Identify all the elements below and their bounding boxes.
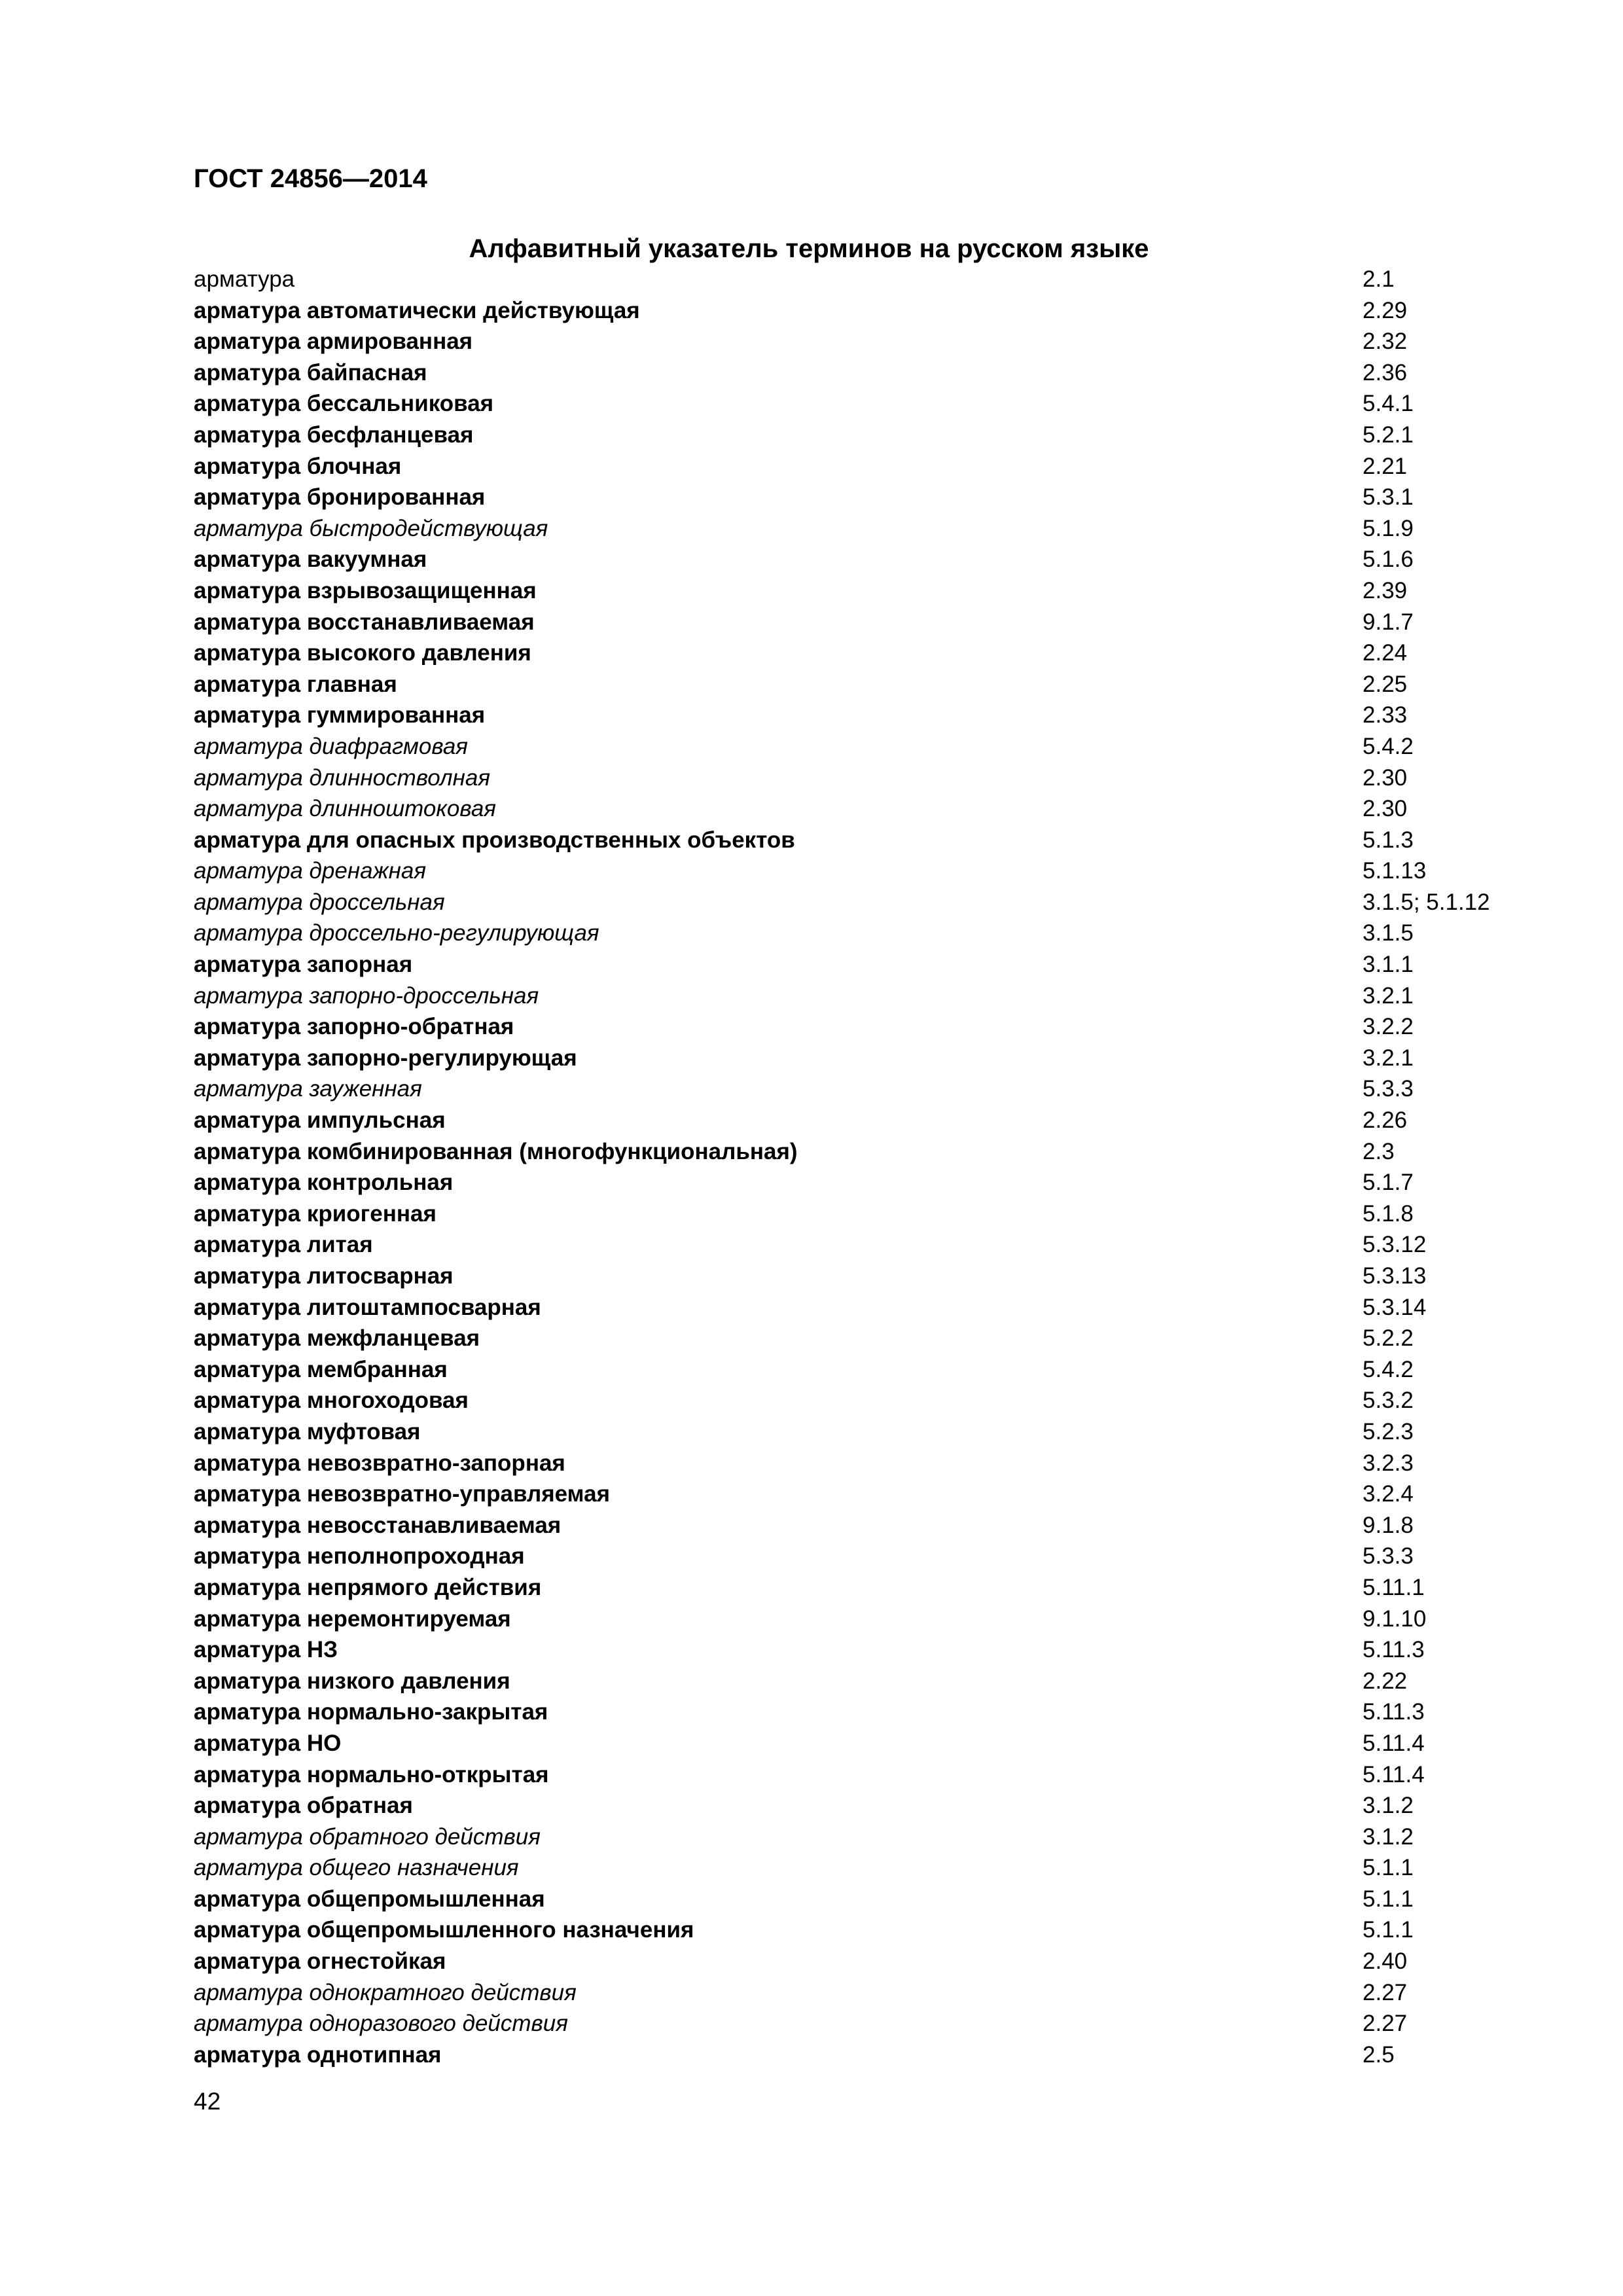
term-index-entry — [194, 1043, 1503, 1074]
term-text: арматура главная — [194, 671, 397, 697]
term-reference: 3.2.1 — [1363, 1045, 1414, 1071]
term-text: арматура восстанавливаемая — [194, 609, 535, 635]
term-index-entry — [194, 451, 1503, 482]
term-index-entry — [194, 1821, 1503, 1853]
term-index-entry — [194, 1105, 1503, 1136]
term-reference: 2.25 — [1363, 671, 1408, 697]
term-index-entry — [194, 1572, 1503, 1604]
term-text: арматура импульсная — [194, 1107, 446, 1134]
term-text: арматура байпасная — [194, 359, 427, 386]
term-index-entry — [194, 980, 1503, 1012]
term-index-entry — [194, 1011, 1503, 1043]
term-index-entry — [194, 482, 1503, 513]
term-reference: 5.4.1 — [1363, 391, 1414, 417]
term-text: арматура зауженная — [194, 1076, 422, 1102]
term-text: арматура быстродействующая — [194, 515, 548, 541]
term-reference: 2.24 — [1363, 640, 1408, 666]
term-text: арматура длинноштоковая — [194, 796, 497, 822]
term-index-entry — [194, 295, 1503, 327]
term-text: арматура общепромышленного назначения — [194, 1917, 694, 1943]
term-text: арматура комбинированная (многофункциональная) — [194, 1138, 798, 1164]
term-index-entry — [194, 2008, 1503, 2039]
term-text: арматура бронированная — [194, 484, 486, 511]
term-reference: 9.1.8 — [1363, 1512, 1414, 1538]
term-reference: 5.2.1 — [1363, 422, 1414, 448]
term-text: арматура литая — [194, 1232, 373, 1258]
term-text: арматура невозвратно-управляемая — [194, 1481, 610, 1507]
term-text: арматура многоходовая — [194, 1388, 469, 1414]
document-id: ГОСТ 24856—2014 — [194, 164, 427, 193]
term-reference: 5.3.3 — [1363, 1543, 1414, 1570]
term-index-entry — [194, 420, 1503, 451]
term-index-entry — [194, 575, 1503, 607]
term-text: арматура одноразового действия — [194, 2011, 568, 2037]
term-index-entry — [194, 1790, 1503, 1821]
term-text: арматура общего назначения — [194, 1855, 519, 1881]
term-index-entry — [194, 1354, 1503, 1386]
term-reference: 5.1.1 — [1363, 1886, 1414, 1912]
term-index-entry — [194, 2039, 1503, 2071]
term-reference: 2.22 — [1363, 1668, 1408, 1694]
term-index-entry — [194, 825, 1503, 856]
term-reference: 5.3.13 — [1363, 1263, 1427, 1289]
term-index-entry — [194, 1852, 1503, 1884]
term-text: арматура гуммированная — [194, 702, 486, 728]
term-reference: 5.2.2 — [1363, 1325, 1414, 1352]
term-index-entry — [194, 1510, 1503, 1541]
term-reference: 2.29 — [1363, 297, 1408, 323]
term-index-entry — [194, 855, 1503, 887]
term-index-entry — [194, 1229, 1503, 1261]
term-reference: 5.3.14 — [1363, 1294, 1427, 1320]
term-reference: 2.3 — [1363, 1138, 1395, 1164]
term-text: арматура запорно-регулирующая — [194, 1045, 577, 1071]
term-index-entry — [194, 264, 1503, 295]
term-reference: 2.30 — [1363, 796, 1408, 822]
term-reference: 2.26 — [1363, 1107, 1408, 1134]
term-index-entry — [194, 1728, 1503, 1759]
term-index-entry — [194, 544, 1503, 575]
term-reference: 5.3.3 — [1363, 1076, 1414, 1102]
term-index-entry — [194, 1914, 1503, 1946]
term-reference: 5.3.1 — [1363, 484, 1414, 511]
term-text: арматура однократного действия — [194, 1979, 577, 2005]
term-text: арматура автоматически действующая — [194, 297, 640, 323]
term-reference: 3.1.1 — [1363, 952, 1414, 978]
term-index-entry — [194, 1416, 1503, 1448]
term-reference: 5.3.2 — [1363, 1388, 1414, 1414]
term-text: арматура запорно-обратная — [194, 1014, 514, 1040]
term-reference: 5.11.4 — [1363, 1761, 1425, 1787]
term-index-entry — [194, 1073, 1503, 1105]
term-text: арматура обратная — [194, 1793, 413, 1819]
term-index-entry — [194, 513, 1503, 545]
term-index-entry — [194, 1323, 1503, 1354]
term-text: арматура огнестойкая — [194, 1948, 446, 1975]
term-text: арматура вакуумная — [194, 547, 427, 573]
term-reference: 2.5 — [1363, 2041, 1395, 2068]
page-number: 42 — [194, 2088, 221, 2115]
term-reference: 5.1.3 — [1363, 827, 1414, 853]
term-reference: 3.1.5 — [1363, 920, 1414, 946]
term-reference: 2.27 — [1363, 2011, 1408, 2037]
term-text: арматура взрывозащищенная — [194, 577, 537, 603]
term-reference: 5.11.3 — [1363, 1637, 1425, 1663]
term-reference: 5.11.1 — [1363, 1574, 1425, 1600]
term-text: арматура НО — [194, 1730, 342, 1756]
term-reference: 2.30 — [1363, 764, 1408, 791]
term-text: арматура низкого давления — [194, 1668, 510, 1694]
term-text: арматура высокого давления — [194, 640, 531, 666]
term-reference: 5.1.9 — [1363, 515, 1414, 541]
term-index-entry — [194, 388, 1503, 420]
term-reference: 5.1.6 — [1363, 547, 1414, 573]
term-text: арматура нормально-закрытая — [194, 1699, 548, 1725]
term-index-entry — [194, 949, 1503, 980]
term-reference: 5.11.3 — [1363, 1699, 1425, 1725]
term-text: арматура литоштампосварная — [194, 1294, 541, 1320]
term-index-entry — [194, 1448, 1503, 1479]
term-index-entry — [194, 1541, 1503, 1572]
term-reference: 3.1.2 — [1363, 1793, 1414, 1819]
term-reference: 3.1.2 — [1363, 1823, 1414, 1850]
term-index-entry — [194, 1479, 1503, 1510]
term-text: арматура дроссельная — [194, 889, 445, 915]
term-reference: 5.1.1 — [1363, 1855, 1414, 1881]
term-reference: 3.2.2 — [1363, 1014, 1414, 1040]
term-index-entry — [194, 887, 1503, 918]
term-index-entry — [194, 918, 1503, 949]
term-index-entry — [194, 762, 1503, 794]
term-text: арматура диафрагмовая — [194, 733, 468, 759]
term-text: арматура НЗ — [194, 1637, 338, 1663]
term-reference: 5.1.8 — [1363, 1200, 1414, 1227]
term-index-entry — [194, 1759, 1503, 1791]
term-reference: 5.1.1 — [1363, 1917, 1414, 1943]
term-reference: 3.2.3 — [1363, 1450, 1414, 1476]
term-text: арматура мембранная — [194, 1356, 448, 1382]
term-text: арматура литосварная — [194, 1263, 454, 1289]
term-index-entry — [194, 1696, 1503, 1728]
term-reference: 2.33 — [1363, 702, 1408, 728]
term-text: арматура дренажная — [194, 858, 427, 884]
term-index-entry — [194, 357, 1503, 389]
term-index-entry — [194, 607, 1503, 638]
term-reference: 3.2.1 — [1363, 982, 1414, 1009]
term-reference: 3.2.4 — [1363, 1481, 1414, 1507]
term-text: арматура неремонтируемая — [194, 1605, 511, 1632]
term-index-entry — [194, 1292, 1503, 1323]
term-reference: 5.1.7 — [1363, 1170, 1414, 1196]
term-reference: 5.3.12 — [1363, 1232, 1427, 1258]
term-index-entry — [194, 731, 1503, 762]
term-index-entry — [194, 669, 1503, 700]
term-reference: 2.32 — [1363, 329, 1408, 355]
term-text: арматура нормально-открытая — [194, 1761, 549, 1787]
term-reference: 2.36 — [1363, 359, 1408, 386]
term-reference: 5.2.3 — [1363, 1418, 1414, 1444]
term-text: арматура невосстанавливаемая — [194, 1512, 562, 1538]
term-text: арматура бессальниковая — [194, 391, 494, 417]
term-text: арматура обратного действия — [194, 1823, 541, 1850]
term-index-entry — [194, 1136, 1503, 1168]
term-text: арматура криогенная — [194, 1200, 437, 1227]
term-reference: 5.1.13 — [1363, 858, 1427, 884]
term-reference: 9.1.7 — [1363, 609, 1414, 635]
term-index-entry — [194, 1167, 1503, 1198]
term-reference: 2.40 — [1363, 1948, 1408, 1975]
term-reference: 5.4.2 — [1363, 1356, 1414, 1382]
term-text: арматура межфланцевая — [194, 1325, 480, 1352]
term-text: арматура неполнопроходная — [194, 1543, 525, 1570]
term-text: арматура муфтовая — [194, 1418, 421, 1444]
term-text: арматура запорно-дроссельная — [194, 982, 539, 1009]
term-reference: 9.1.10 — [1363, 1605, 1427, 1632]
index-title: Алфавитный указатель терминов на русском языке — [469, 234, 1149, 263]
term-reference: 2.39 — [1363, 577, 1408, 603]
term-index-entry — [194, 637, 1503, 669]
term-index-entry — [194, 1198, 1503, 1230]
term-reference: 5.11.4 — [1363, 1730, 1425, 1756]
term-reference: 2.27 — [1363, 1979, 1408, 2005]
term-text: арматура — [194, 266, 295, 292]
term-index-entry — [194, 326, 1503, 357]
term-reference: 5.4.2 — [1363, 733, 1414, 759]
term-text: арматура непрямого действия — [194, 1574, 542, 1600]
term-text: арматура бесфланцевая — [194, 422, 474, 448]
term-index-entry — [194, 1385, 1503, 1416]
term-text: арматура блочная — [194, 453, 402, 479]
term-index-entry — [194, 1977, 1503, 2009]
term-index-list — [194, 264, 1503, 2070]
term-reference: 2.21 — [1363, 453, 1408, 479]
term-text: арматура невозвратно-запорная — [194, 1450, 565, 1476]
term-text: арматура длинностволная — [194, 764, 491, 791]
term-text: арматура контрольная — [194, 1170, 454, 1196]
term-text: арматура дроссельно-регулирующая — [194, 920, 599, 946]
term-text: арматура однотипная — [194, 2041, 442, 2068]
term-text: арматура запорная — [194, 952, 413, 978]
term-index-entry — [194, 793, 1503, 825]
term-index-entry — [194, 1634, 1503, 1666]
term-index-entry — [194, 1666, 1503, 1697]
term-reference: 3.1.5; 5.1.12 — [1363, 889, 1490, 915]
term-index-entry — [194, 700, 1503, 731]
term-index-entry — [194, 1261, 1503, 1292]
term-index-entry — [194, 1884, 1503, 1915]
term-text: арматура армированная — [194, 329, 473, 355]
term-reference: 2.1 — [1363, 266, 1395, 292]
term-text: арматура общепромышленная — [194, 1886, 545, 1912]
term-index-entry — [194, 1604, 1503, 1635]
term-text: арматура для опасных производственных объектов — [194, 827, 795, 853]
term-index-entry — [194, 1946, 1503, 1977]
